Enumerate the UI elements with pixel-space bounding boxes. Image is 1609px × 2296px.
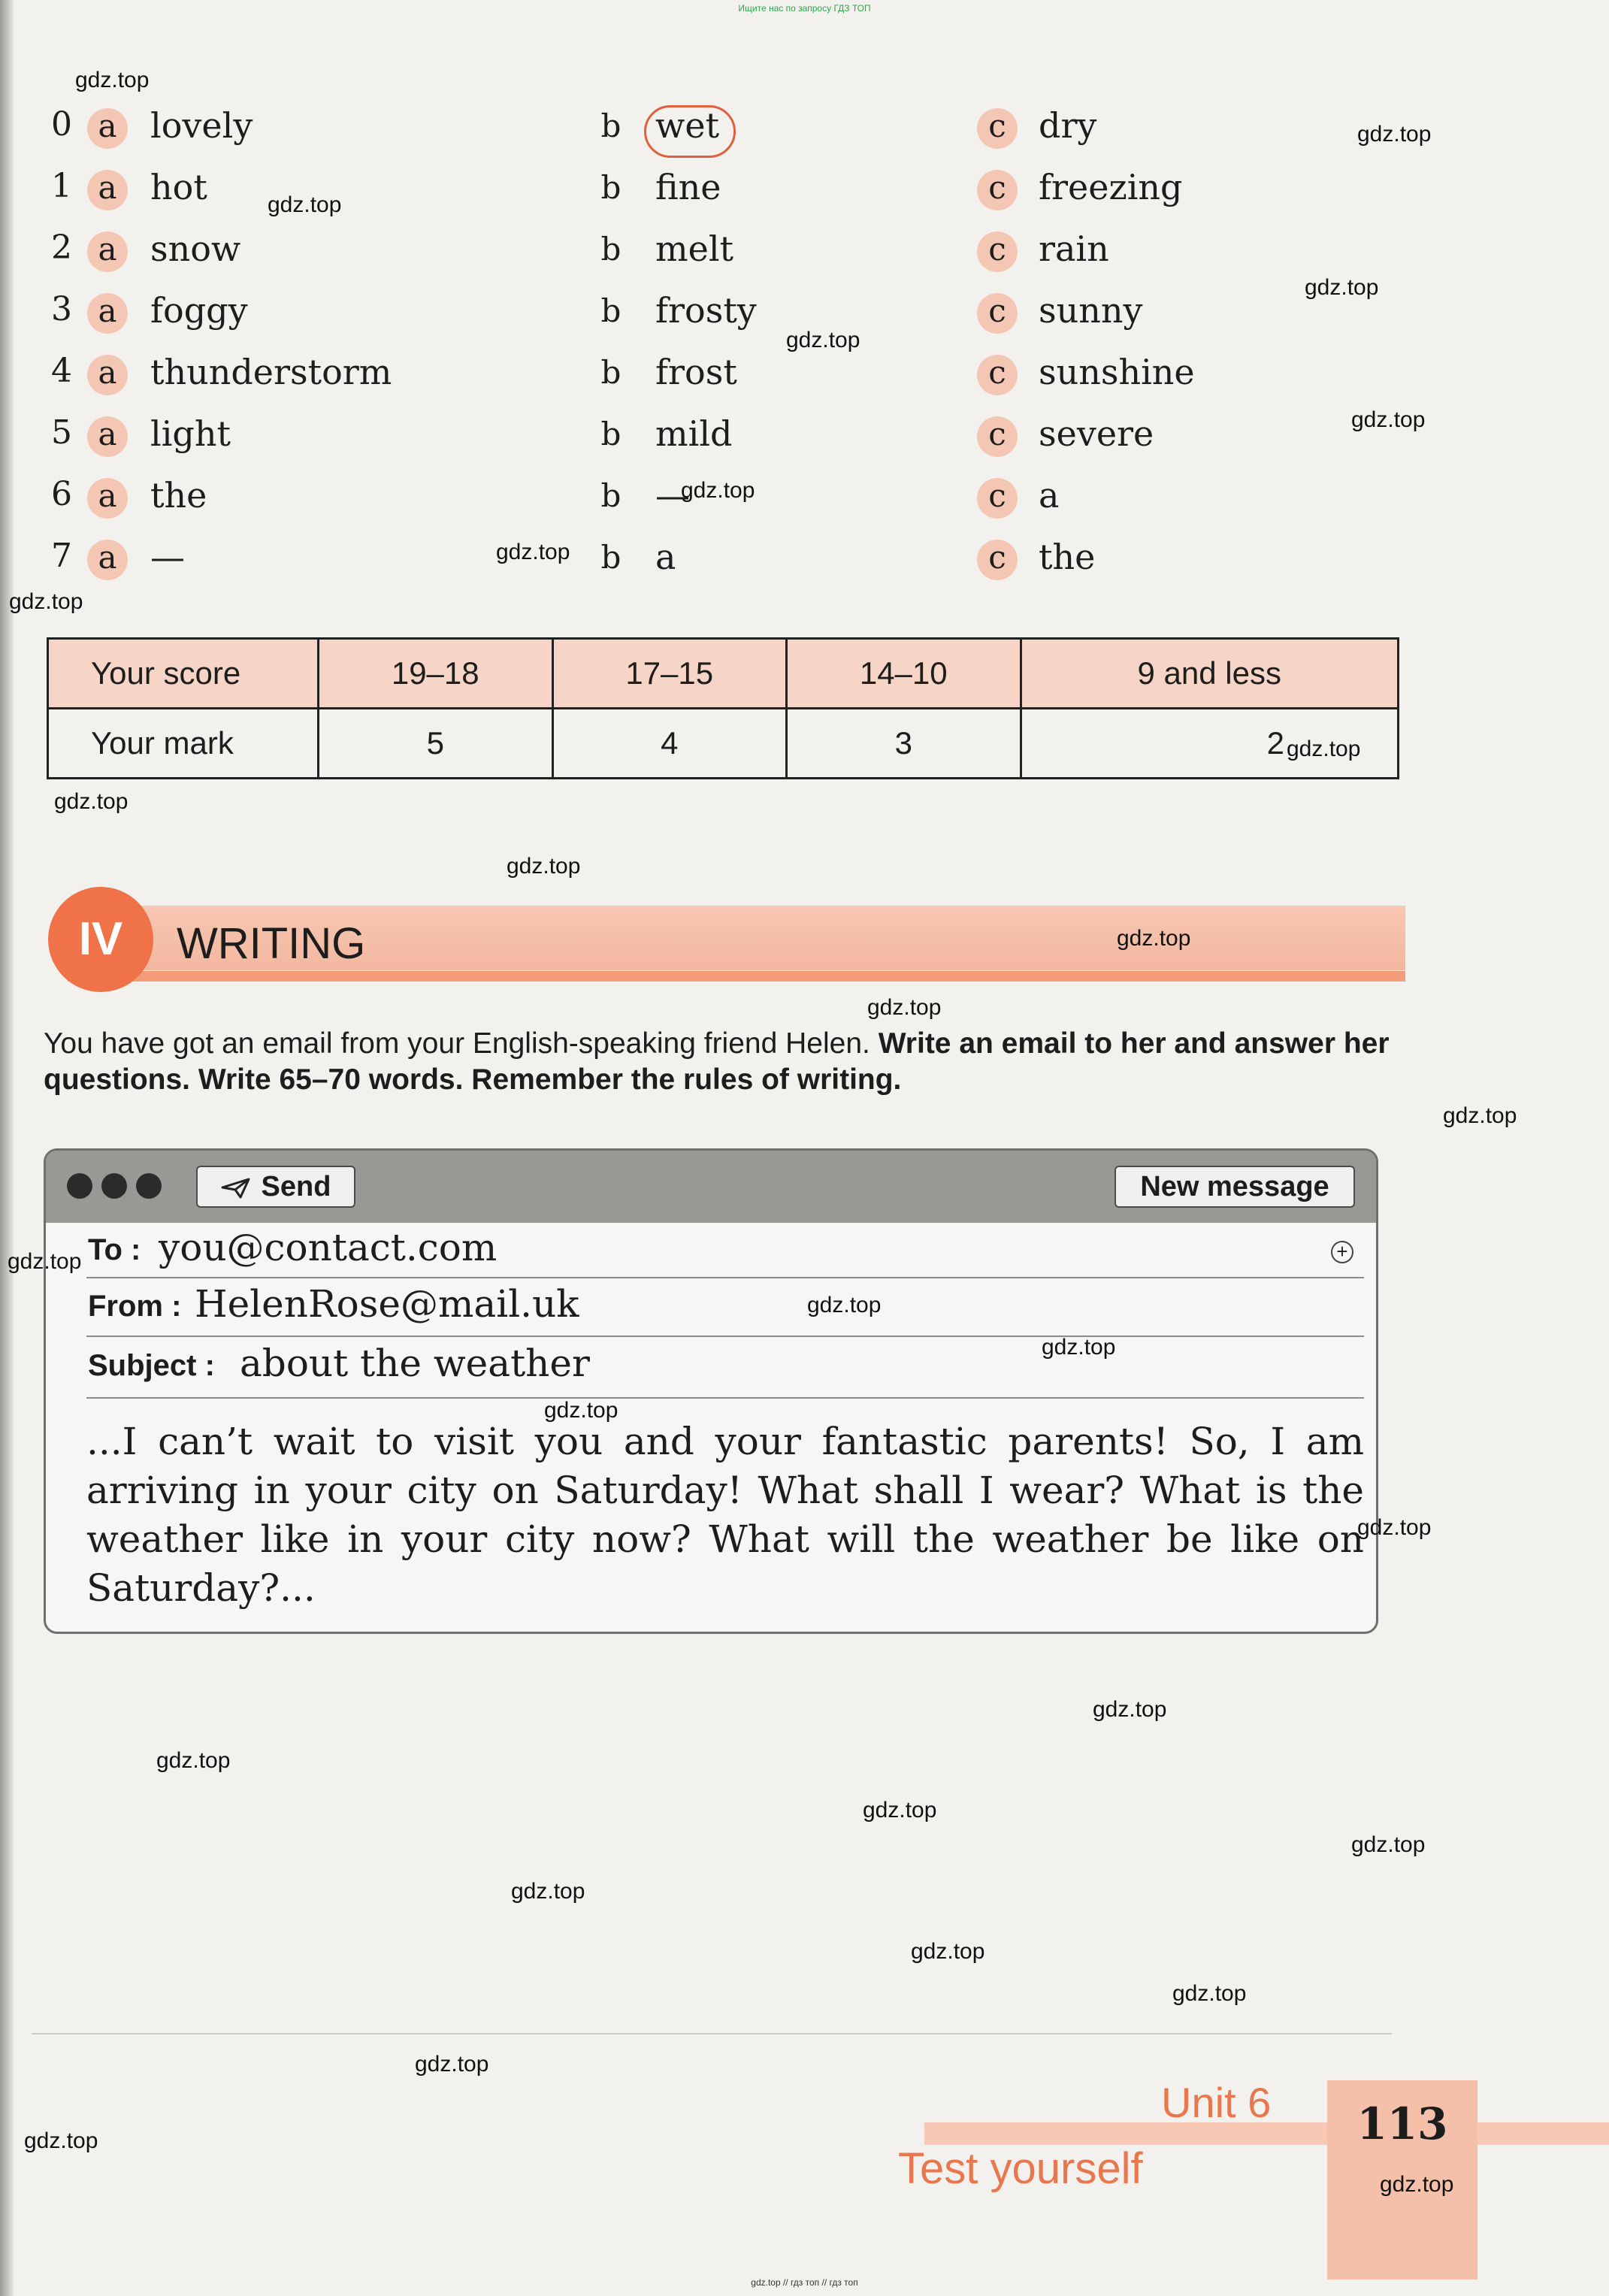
option-a-text: light: [150, 413, 231, 454]
option-letter-b: b: [600, 292, 622, 329]
option-c-text: severe: [1039, 413, 1154, 454]
question-number: 5: [51, 413, 72, 452]
option-letter-c: c: [977, 355, 1018, 395]
page-divider: [32, 2033, 1392, 2034]
footer-title: Test yourself: [898, 2144, 1143, 2193]
watermark-text: gdz.top: [268, 192, 342, 217]
score-range: 14–10: [787, 639, 1021, 709]
option-a-text: foggy: [150, 290, 248, 331]
option-letter-c: c: [977, 108, 1018, 149]
quiz-row: [0, 168, 1609, 221]
field-divider: [86, 1397, 1364, 1399]
watermark-text: gdz.top: [681, 478, 755, 503]
quiz-row: [0, 476, 1609, 529]
question-number: 0: [51, 105, 72, 144]
option-letter-a: a: [87, 293, 128, 334]
option-c-text: sunny: [1039, 290, 1143, 331]
option-a-text: lovely: [150, 105, 253, 146]
score-range: 9 and less: [1021, 639, 1399, 709]
option-letter-a: a: [87, 478, 128, 519]
watermark-text: gdz.top: [1117, 926, 1191, 951]
option-letter-b: b: [600, 354, 622, 391]
option-letter-a: a: [87, 540, 128, 580]
watermark-text: gdz.top: [1042, 1335, 1116, 1360]
watermark-text: gdz.top: [1287, 737, 1361, 761]
window-dot-icon: [136, 1173, 162, 1199]
watermark-text: gdz.top: [156, 1748, 231, 1773]
option-letter-c: c: [977, 416, 1018, 457]
watermark-text: gdz.top: [75, 68, 150, 92]
paper-plane-icon: [221, 1177, 251, 1199]
watermark-text: gdz.top: [496, 540, 570, 564]
header-note: Ищите нас по запросу ГДЗ ТОП: [738, 3, 871, 14]
option-letter-c: c: [977, 478, 1018, 519]
watermark-text: gdz.top: [415, 2052, 489, 2077]
option-letter-a: a: [87, 231, 128, 272]
mark-row: [48, 709, 1399, 779]
question-number: 6: [51, 475, 72, 513]
from-field[interactable]: HelenRose@mail.uk: [195, 1282, 579, 1326]
watermark-text: gdz.top: [511, 1879, 585, 1904]
watermark-text: gdz.top: [1305, 275, 1379, 300]
send-button[interactable]: [196, 1166, 355, 1208]
instructions-bold: Write an email to her and answer her questions. Write 65–70 words. Remember the rules of writing.: [44, 1027, 1390, 1096]
option-letter-a: a: [87, 170, 128, 210]
watermark-text: gdz.top: [1357, 122, 1432, 147]
watermark-text: gdz.top: [911, 1939, 985, 1964]
subject-label: Subject :: [88, 1349, 215, 1382]
quiz-row: [0, 538, 1609, 591]
question-number: 3: [51, 290, 72, 328]
mark-value: 2: [1021, 709, 1399, 779]
watermark-text: gdz.top: [863, 1798, 937, 1823]
watermark-text: gdz.top: [807, 1293, 882, 1317]
watermark-text: gdz.top: [1380, 2172, 1454, 2197]
option-a-text: snow: [150, 228, 241, 269]
score-range: 17–15: [552, 639, 787, 709]
field-divider: [86, 1336, 1364, 1337]
option-b-text: —: [655, 475, 690, 516]
option-a-text: hot: [150, 167, 207, 207]
option-b-text: mild: [655, 413, 733, 454]
option-letter-a: a: [87, 108, 128, 149]
option-a-text: the: [150, 475, 207, 516]
new-message-button[interactable]: [1115, 1166, 1355, 1208]
question-number: 1: [51, 167, 72, 205]
score-label: Your score: [48, 639, 319, 709]
option-letter-b: b: [600, 539, 622, 576]
option-c-text: the: [1039, 537, 1096, 577]
score-row: [48, 639, 1399, 709]
window-dot-icon: [67, 1173, 92, 1199]
score-range: 19–18: [319, 639, 553, 709]
watermark-text: gdz.top: [786, 328, 860, 352]
watermark-text: gdz.top: [867, 995, 942, 1020]
option-a-text: thunderstorm: [150, 352, 392, 392]
option-letter-c: c: [977, 170, 1018, 210]
watermark-text: gdz.top: [1357, 1515, 1432, 1540]
option-letter-b: b: [600, 416, 622, 452]
option-letter-b: b: [600, 477, 622, 514]
option-c-text: rain: [1039, 228, 1109, 269]
bottom-note: gdz.top // гдз топ // гдз топ: [751, 2277, 858, 2288]
add-recipient-icon[interactable]: +: [1331, 1241, 1353, 1263]
send-label: Send: [261, 1171, 331, 1202]
page-fold-shadow: [0, 0, 14, 2296]
watermark-text: gdz.top: [1172, 1981, 1247, 2006]
option-letter-a: a: [87, 416, 128, 457]
score-table: [47, 637, 1399, 779]
watermark-text: gdz.top: [1351, 407, 1426, 432]
option-c-text: dry: [1039, 105, 1097, 146]
section-title: WRITING: [177, 919, 366, 968]
email-body: ...I can’t wait to visit you and your fantastic parents! So, I am arriving in your city on Saturday! What shall I wear? What is the weather like in your city now? What will the weather be like on Saturday?...: [86, 1420, 1364, 1610]
task-instructions: [44, 1026, 1411, 1098]
selected-answer-ring: [644, 105, 736, 158]
to-label: To :: [88, 1233, 141, 1266]
option-b-text: fine: [655, 167, 721, 207]
email-toolbar: [46, 1151, 1376, 1223]
subject-field[interactable]: about the weather: [240, 1342, 590, 1385]
to-field[interactable]: you@contact.com: [159, 1226, 498, 1269]
question-number: 7: [51, 537, 72, 575]
email-window: [44, 1148, 1378, 1634]
option-a-text: —: [150, 537, 185, 577]
window-dot-icon: [101, 1173, 127, 1199]
option-c-text: sunshine: [1039, 352, 1195, 392]
watermark-text: gdz.top: [8, 1249, 82, 1274]
section-badge: IV: [48, 887, 153, 992]
option-letter-c: c: [977, 231, 1018, 272]
mark-label: Your mark: [48, 709, 319, 779]
option-letter-b: b: [600, 231, 622, 268]
watermark-text: gdz.top: [54, 789, 129, 814]
watermark-text: gdz.top: [1093, 1697, 1167, 1722]
option-b-text: frosty: [655, 290, 757, 331]
field-divider: [86, 1277, 1364, 1278]
question-number: 2: [51, 228, 72, 267]
watermark-text: gdz.top: [9, 589, 83, 614]
section-header-underline: [68, 971, 1405, 982]
from-label: From :: [88, 1290, 182, 1323]
option-letter-b: b: [600, 107, 622, 144]
option-b-text: melt: [655, 228, 734, 269]
option-letter-c: c: [977, 540, 1018, 580]
mark-value: 5: [319, 709, 553, 779]
watermark-text: gdz.top: [544, 1398, 618, 1423]
page-number: 113: [1356, 2098, 1448, 2149]
question-number: 4: [51, 352, 72, 390]
new-message-label: New message: [1140, 1171, 1329, 1202]
quiz-row: [0, 353, 1609, 406]
option-letter-b: b: [600, 169, 622, 206]
option-b-text: wet: [655, 105, 720, 146]
instructions-plain: You have got an email from your English-speaking friend Helen.: [44, 1027, 879, 1060]
watermark-text: gdz.top: [1443, 1103, 1517, 1128]
unit-label: Unit 6: [1161, 2079, 1272, 2126]
option-letter-a: a: [87, 355, 128, 395]
option-c-text: a: [1039, 475, 1060, 516]
watermark-text: gdz.top: [1351, 1832, 1426, 1857]
option-b-text: frost: [655, 352, 737, 392]
option-letter-c: c: [977, 293, 1018, 334]
watermark-text: gdz.top: [24, 2128, 98, 2153]
option-b-text: a: [655, 537, 676, 577]
mark-value: 3: [787, 709, 1021, 779]
option-c-text: freezing: [1039, 167, 1183, 207]
watermark-text: gdz.top: [507, 854, 581, 879]
mark-value: 4: [552, 709, 787, 779]
